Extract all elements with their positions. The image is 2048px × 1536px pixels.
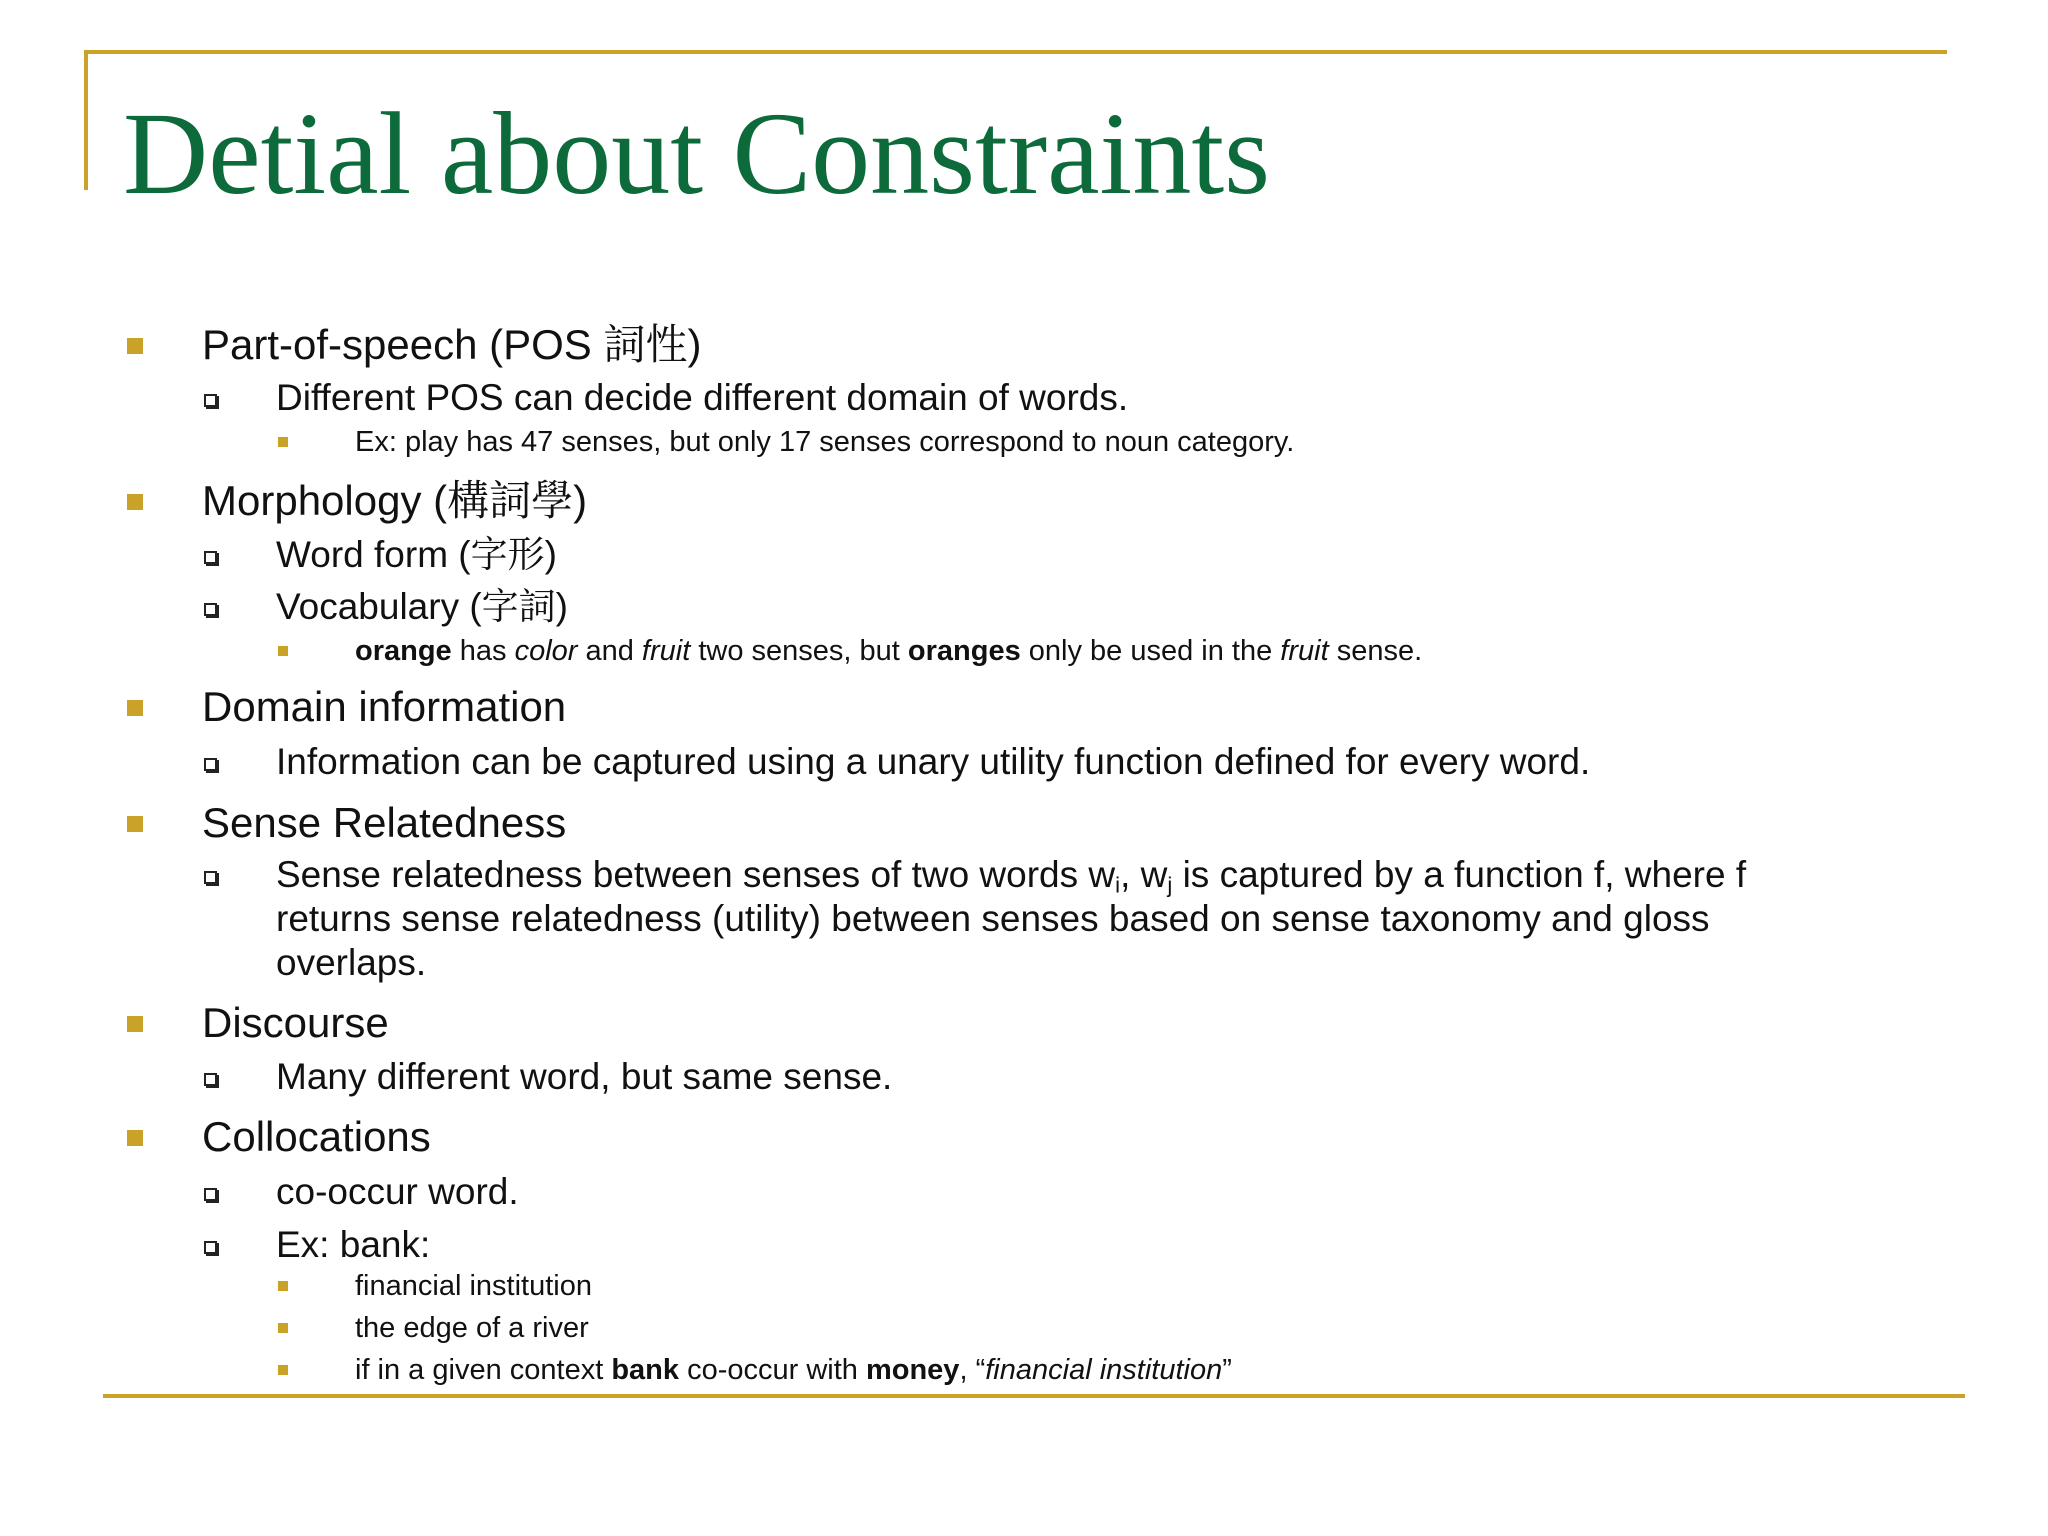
sub-point-line xyxy=(276,897,1746,941)
topic-heading: Sense Relatedness xyxy=(202,799,567,846)
bold-term: money xyxy=(865,1354,960,1386)
slide-title: Detial about Constraints xyxy=(123,88,1271,219)
italic-term: financial institution xyxy=(985,1354,1223,1386)
filled-square-bullet-icon xyxy=(127,816,143,832)
text-segment: ) xyxy=(544,534,557,575)
small-filled-square-bullet-icon xyxy=(278,1365,288,1375)
cjk-text-segment: 詞性 xyxy=(603,320,688,369)
bold-term: orange xyxy=(355,635,452,667)
detail-point xyxy=(355,633,1422,669)
text-segment: ) xyxy=(555,586,568,627)
hollow-square-bullet-icon xyxy=(204,1241,217,1254)
cjk-text-segment: 字詞 xyxy=(481,585,556,628)
subscript: j xyxy=(1167,872,1173,898)
text-segment: Vocabulary ( xyxy=(276,586,482,627)
topic-heading xyxy=(202,320,702,370)
detail-point: financial institution xyxy=(355,1270,592,1302)
bold-term: oranges xyxy=(907,635,1021,667)
bottom-border-line xyxy=(103,1394,1965,1398)
text-segment: and xyxy=(577,635,642,667)
hollow-square-bullet-icon xyxy=(204,1073,217,1086)
text-segment: , w xyxy=(1120,854,1168,895)
subscript: i xyxy=(1115,872,1121,898)
text-segment: Word form ( xyxy=(276,534,471,575)
small-filled-square-bullet-icon xyxy=(278,1281,288,1291)
italic-term: fruit xyxy=(1280,635,1329,667)
cjk-text-segment: 構詞學 xyxy=(447,476,574,525)
text-segment: overlaps. xyxy=(276,942,427,983)
topic-heading: Collocations xyxy=(202,1113,431,1160)
filled-square-bullet-icon xyxy=(127,1130,143,1146)
hollow-square-bullet-icon xyxy=(204,871,217,884)
detail-point: the edge of a river xyxy=(355,1312,589,1344)
sub-point xyxy=(276,533,557,577)
text-segment: if in a given context xyxy=(355,1354,612,1386)
sub-point: co-occur word. xyxy=(276,1171,519,1212)
topic-heading xyxy=(202,476,587,526)
bold-term: bank xyxy=(611,1354,680,1386)
sub-point: Many different word, but same sense. xyxy=(276,1056,893,1097)
text-segment: Morphology ( xyxy=(202,477,448,524)
text-segment: sense. xyxy=(1328,635,1423,667)
sub-point-line xyxy=(276,853,1746,897)
text-segment: ) xyxy=(573,477,588,524)
small-filled-square-bullet-icon xyxy=(278,437,288,447)
sub-point: Ex: bank: xyxy=(276,1224,431,1265)
filled-square-bullet-icon xyxy=(127,494,143,510)
small-filled-square-bullet-icon xyxy=(278,1323,288,1333)
text-segment: co-occur with xyxy=(679,1354,866,1386)
detail-point xyxy=(355,1352,1232,1388)
hollow-square-bullet-icon xyxy=(204,394,217,407)
text-segment: two senses, but xyxy=(690,635,908,667)
text-segment: ) xyxy=(687,321,702,368)
detail-point: Ex: play has 47 senses, but only 17 senses correspond to noun category. xyxy=(355,426,1295,458)
topic-heading: Discourse xyxy=(202,999,389,1046)
text-segment: is captured by a function f, where f xyxy=(1172,854,1747,895)
cjk-text-segment: 字形 xyxy=(470,533,545,576)
sub-point: Information can be captured using a unary utility function defined for every word. xyxy=(276,741,1591,782)
italic-term: color xyxy=(514,635,578,667)
sub-point-line xyxy=(276,941,1746,985)
text-segment: , “ xyxy=(959,1354,986,1386)
text-segment: ” xyxy=(1222,1354,1232,1386)
hollow-square-bullet-icon xyxy=(204,551,217,564)
small-filled-square-bullet-icon xyxy=(278,646,288,656)
topic-heading: Domain information xyxy=(202,683,567,730)
hollow-square-bullet-icon xyxy=(204,1188,217,1201)
filled-square-bullet-icon xyxy=(127,1016,143,1032)
filled-square-bullet-icon xyxy=(127,700,143,716)
hollow-square-bullet-icon xyxy=(204,758,217,771)
sub-point xyxy=(276,853,1746,985)
text-segment: has xyxy=(451,635,515,667)
hollow-square-bullet-icon xyxy=(204,603,217,616)
text-segment: Part-of-speech (POS xyxy=(202,321,604,368)
sub-point xyxy=(276,585,568,629)
filled-square-bullet-icon xyxy=(127,338,143,354)
text-segment: Sense relatedness between senses of two words w xyxy=(276,854,1116,895)
text-segment: returns sense relatedness (utility) between senses based on sense taxonomy and gloss xyxy=(276,898,1710,939)
text-segment: only be used in the xyxy=(1020,635,1281,667)
italic-term: fruit xyxy=(641,635,691,667)
sub-point: Different POS can decide different domain of words. xyxy=(276,377,1129,418)
